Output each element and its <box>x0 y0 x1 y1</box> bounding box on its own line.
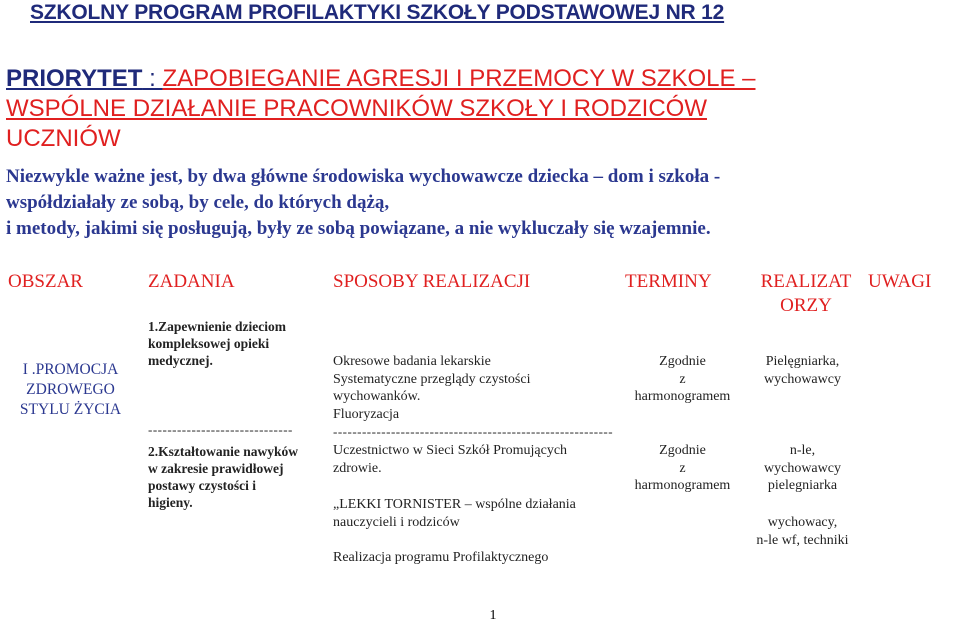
header-methods: SPOSOBY REALIZACJI <box>333 271 531 292</box>
executors-2-line-2: wychowawcy <box>764 460 841 476</box>
header-executors-line-2: ORZY <box>780 295 832 316</box>
terms-1 <box>620 353 745 406</box>
priority-label: PRIORYTET <box>6 65 143 92</box>
methods-2-line-1: Uczestnictwo w Sieci Szkół Promujących <box>333 443 568 458</box>
task-2-line-3: postawy czystości i <box>148 478 256 493</box>
header-area: OBSZAR <box>8 271 83 292</box>
executors-2-line-3: pielegniarka <box>767 478 838 493</box>
terms-1-line-3: harmonogramem <box>634 389 731 404</box>
terms-2-line-2: z <box>679 460 686 476</box>
area-line-3: STYLU ŻYCIA <box>19 401 122 418</box>
terms-1-line-1: Zgodnie <box>659 354 706 369</box>
header-terms: TERMINY <box>625 271 712 292</box>
task-1-line-3: medycznej. <box>148 353 213 368</box>
priority-line-2: WSPÓLNE DZIAŁANIE PRACOWNIKÓW SZKOŁY I RODZICÓW <box>6 95 707 122</box>
area-line-2: ZDROWEGO <box>26 381 115 398</box>
task-2 <box>148 443 318 511</box>
priority-separator: : <box>142 65 163 92</box>
task-2-line-4: higieny. <box>148 495 193 510</box>
methods-2-line-3: „LEKKI TORNISTER – wspólne działania <box>333 497 576 512</box>
methods-2b <box>333 496 623 531</box>
intro-line-1: Niezwykle ważne jest, by dwa główne środowiska wychowawcze dziecka – dom i szkoła - <box>6 166 721 187</box>
header-notes: UWAGI <box>868 271 932 292</box>
executors-2-line-1: n-le, <box>789 443 816 458</box>
methods-1-line-2: Systematyczne przeglądy czystości <box>333 371 531 387</box>
task-separator: ------------------------------ <box>148 422 293 437</box>
methods-2-line-2: zdrowie. <box>333 460 382 476</box>
methods-1-line-1: Okresowe badania lekarskie <box>333 354 491 369</box>
terms-2 <box>620 442 745 495</box>
terms-2-line-1: Zgodnie <box>659 443 706 458</box>
area-line-1: I .PROMOCJA <box>22 361 119 378</box>
executors-3 <box>740 514 865 549</box>
methods-2-line-5: Realizacja programu Profilaktycznego <box>333 550 549 565</box>
intro-line-3: i metody, jakimi się posługują, były ze sobą powiązane, a nie wykluczały się wzajemnie. <box>6 218 711 239</box>
priority-line-3: UCZNIÓW <box>6 125 121 152</box>
terms-1-line-2: z <box>679 371 686 387</box>
executors-1-line-2: wychowawcy <box>764 371 841 387</box>
executors-3-line-2: n-le wf, techniki <box>756 532 849 548</box>
task-2-line-2: w zakresie prawidłowej <box>148 461 284 476</box>
priority-block <box>6 64 956 154</box>
task-1 <box>148 318 318 369</box>
methods-1-line-4: Fluoryzacja <box>333 406 400 422</box>
task-2-line-1: 2.Kształtowanie nawyków <box>148 444 299 459</box>
executors-2 <box>740 442 865 495</box>
task-1-line-1: 1.Zapewnienie dzieciom <box>148 319 286 334</box>
executors-1-line-1: Pielęgniarka, <box>765 354 840 369</box>
intro-paragraph <box>6 164 956 242</box>
intro-line-2: współdziałały ze sobą, by cele, do których dążą, <box>6 192 390 213</box>
header-executors-line-1: REALIZAT <box>760 271 852 292</box>
task-1-line-2: kompleksowej opieki <box>148 336 270 351</box>
executors-3-line-1: wychowacy, <box>767 515 838 530</box>
header-tasks: ZADANIA <box>148 271 235 292</box>
methods-1-line-3: wychowanków. <box>333 389 421 404</box>
area-cell <box>8 360 133 420</box>
terms-2-line-3: harmonogramem <box>634 478 731 493</box>
header-executors <box>750 270 862 318</box>
document-title: SZKOLNY PROGRAM PROFILAKTYKI SZKOŁY PODSTAWOWEJ NR 12 <box>30 1 725 24</box>
methods-2-line-4: nauczycieli i rodziców <box>333 514 460 530</box>
executors-1 <box>740 353 865 388</box>
methods-2a <box>333 442 623 477</box>
methods-separator: ---------------------------------------------------------- <box>333 424 614 439</box>
priority-line-1: ZAPOBIEGANIE AGRESJI I PRZEMOCY W SZKOLE – <box>162 65 756 92</box>
methods-1 <box>333 353 623 423</box>
page-number: 1 <box>489 608 497 623</box>
